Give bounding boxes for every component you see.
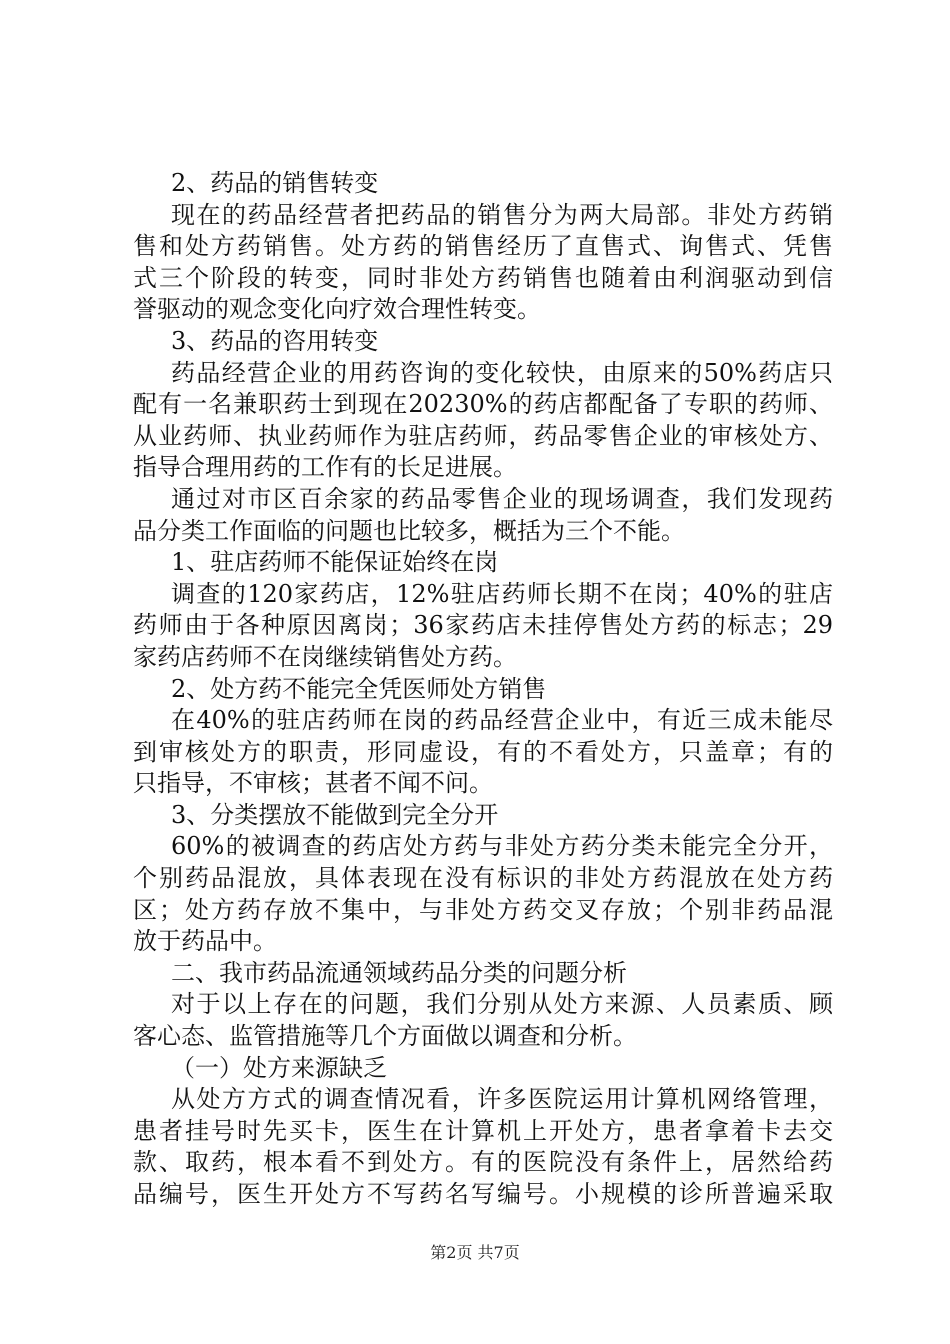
paragraph-line: 家药店药师不在岗继续销售处方药。 — [133, 642, 517, 671]
section-heading: 2、处方药不能完全凭医师处方销售 — [171, 674, 547, 703]
paragraph-line: 在40%的驻店药师在岗的药品经营企业中，有近三成未能尽 — [171, 706, 833, 735]
section-heading: 3、药品的咨用转变 — [171, 326, 379, 355]
paragraph-line: 放于药品中。 — [133, 927, 277, 956]
page-footer — [0, 1243, 950, 1263]
paragraph-line: 品分类工作面临的问题也比较多，概括为三个不能。 — [133, 516, 685, 545]
paragraph-line: 从业药师、执业药师作为驻店药师，药品零售企业的审核处方、 — [133, 421, 833, 450]
paragraph-line: 誉驱动的观念变化向疗效合理性转变。 — [133, 295, 541, 324]
paragraph-line: 配有一名兼职药士到现在20230%的药店都配备了专职的药师、 — [133, 390, 833, 419]
paragraph-line: 从处方方式的调查情况看，许多医院运用计算机网络管理， — [171, 1085, 833, 1114]
paragraph-line: 款、取药，根本看不到处方。有的医院没有条件上，居然给药 — [133, 1148, 833, 1177]
paragraph-line: 对于以上存在的问题，我们分别从处方来源、人员素质、顾 — [171, 990, 833, 1019]
section-heading: 2、药品的销售转变 — [171, 169, 379, 197]
paragraph-line: 通过对市区百余家的药品零售企业的现场调查，我们发现药 — [171, 484, 833, 513]
paragraph-line: 品编号，医生开处方不写药名写编号。小规模的诊所普遍采取 — [133, 1180, 833, 1208]
paragraph-line: 只指导，不审核；甚者不闻不问。 — [133, 769, 493, 798]
paragraph-line: 到审核处方的职责，形同虚设，有的不看处方，只盖章；有的 — [133, 737, 833, 766]
section-heading: 1、驻店药师不能保证始终在岗 — [171, 548, 499, 577]
paragraph-line: 药品经营企业的用药咨询的变化较快，由原来的50%药店只 — [171, 358, 833, 387]
page-number: 第2页 共7页 — [430, 1243, 520, 1262]
paragraph-line: 药师由于各种原因离岗；36家药店未挂停售处方药的标志；29 — [133, 611, 833, 640]
paragraph-line: 现在的药品经营者把药品的销售分为两大局部。非处方药销 — [171, 200, 833, 229]
paragraph-line: 60%的被调查的药店处方药与非处方药分类未能完全分开， — [171, 832, 833, 861]
section-heading: 3、分类摆放不能做到完全分开 — [171, 800, 499, 829]
paragraph-line: 患者挂号时先买卡，医生在计算机上开处方，患者拿着卡去交 — [133, 1116, 833, 1145]
section-heading: 二、我市药品流通领域药品分类的问题分析 — [171, 958, 627, 987]
section-heading: （一）处方来源缺乏 — [171, 1053, 387, 1082]
paragraph-line: 指导合理用药的工作有的长足进展。 — [133, 453, 517, 482]
paragraph-line: 个别药品混放，具体表现在没有标识的非处方药混放在处方药 — [133, 864, 833, 893]
paragraph-line: 式三个阶段的转变，同时非处方药销售也随着由利润驱动到信 — [133, 263, 833, 292]
paragraph-line: 区；处方药存放不集中，与非处方药交叉存放；个别非药品混 — [133, 895, 833, 924]
document-body — [133, 168, 833, 1211]
paragraph-line: 售和处方药销售。处方药的销售经历了直售式、询售式、凭售 — [133, 232, 833, 261]
paragraph-line: 调查的120家药店，12%驻店药师长期不在岗；40%的驻店 — [171, 579, 833, 608]
paragraph-line: 客心态、监管措施等几个方面做以调查和分析。 — [133, 1022, 637, 1051]
